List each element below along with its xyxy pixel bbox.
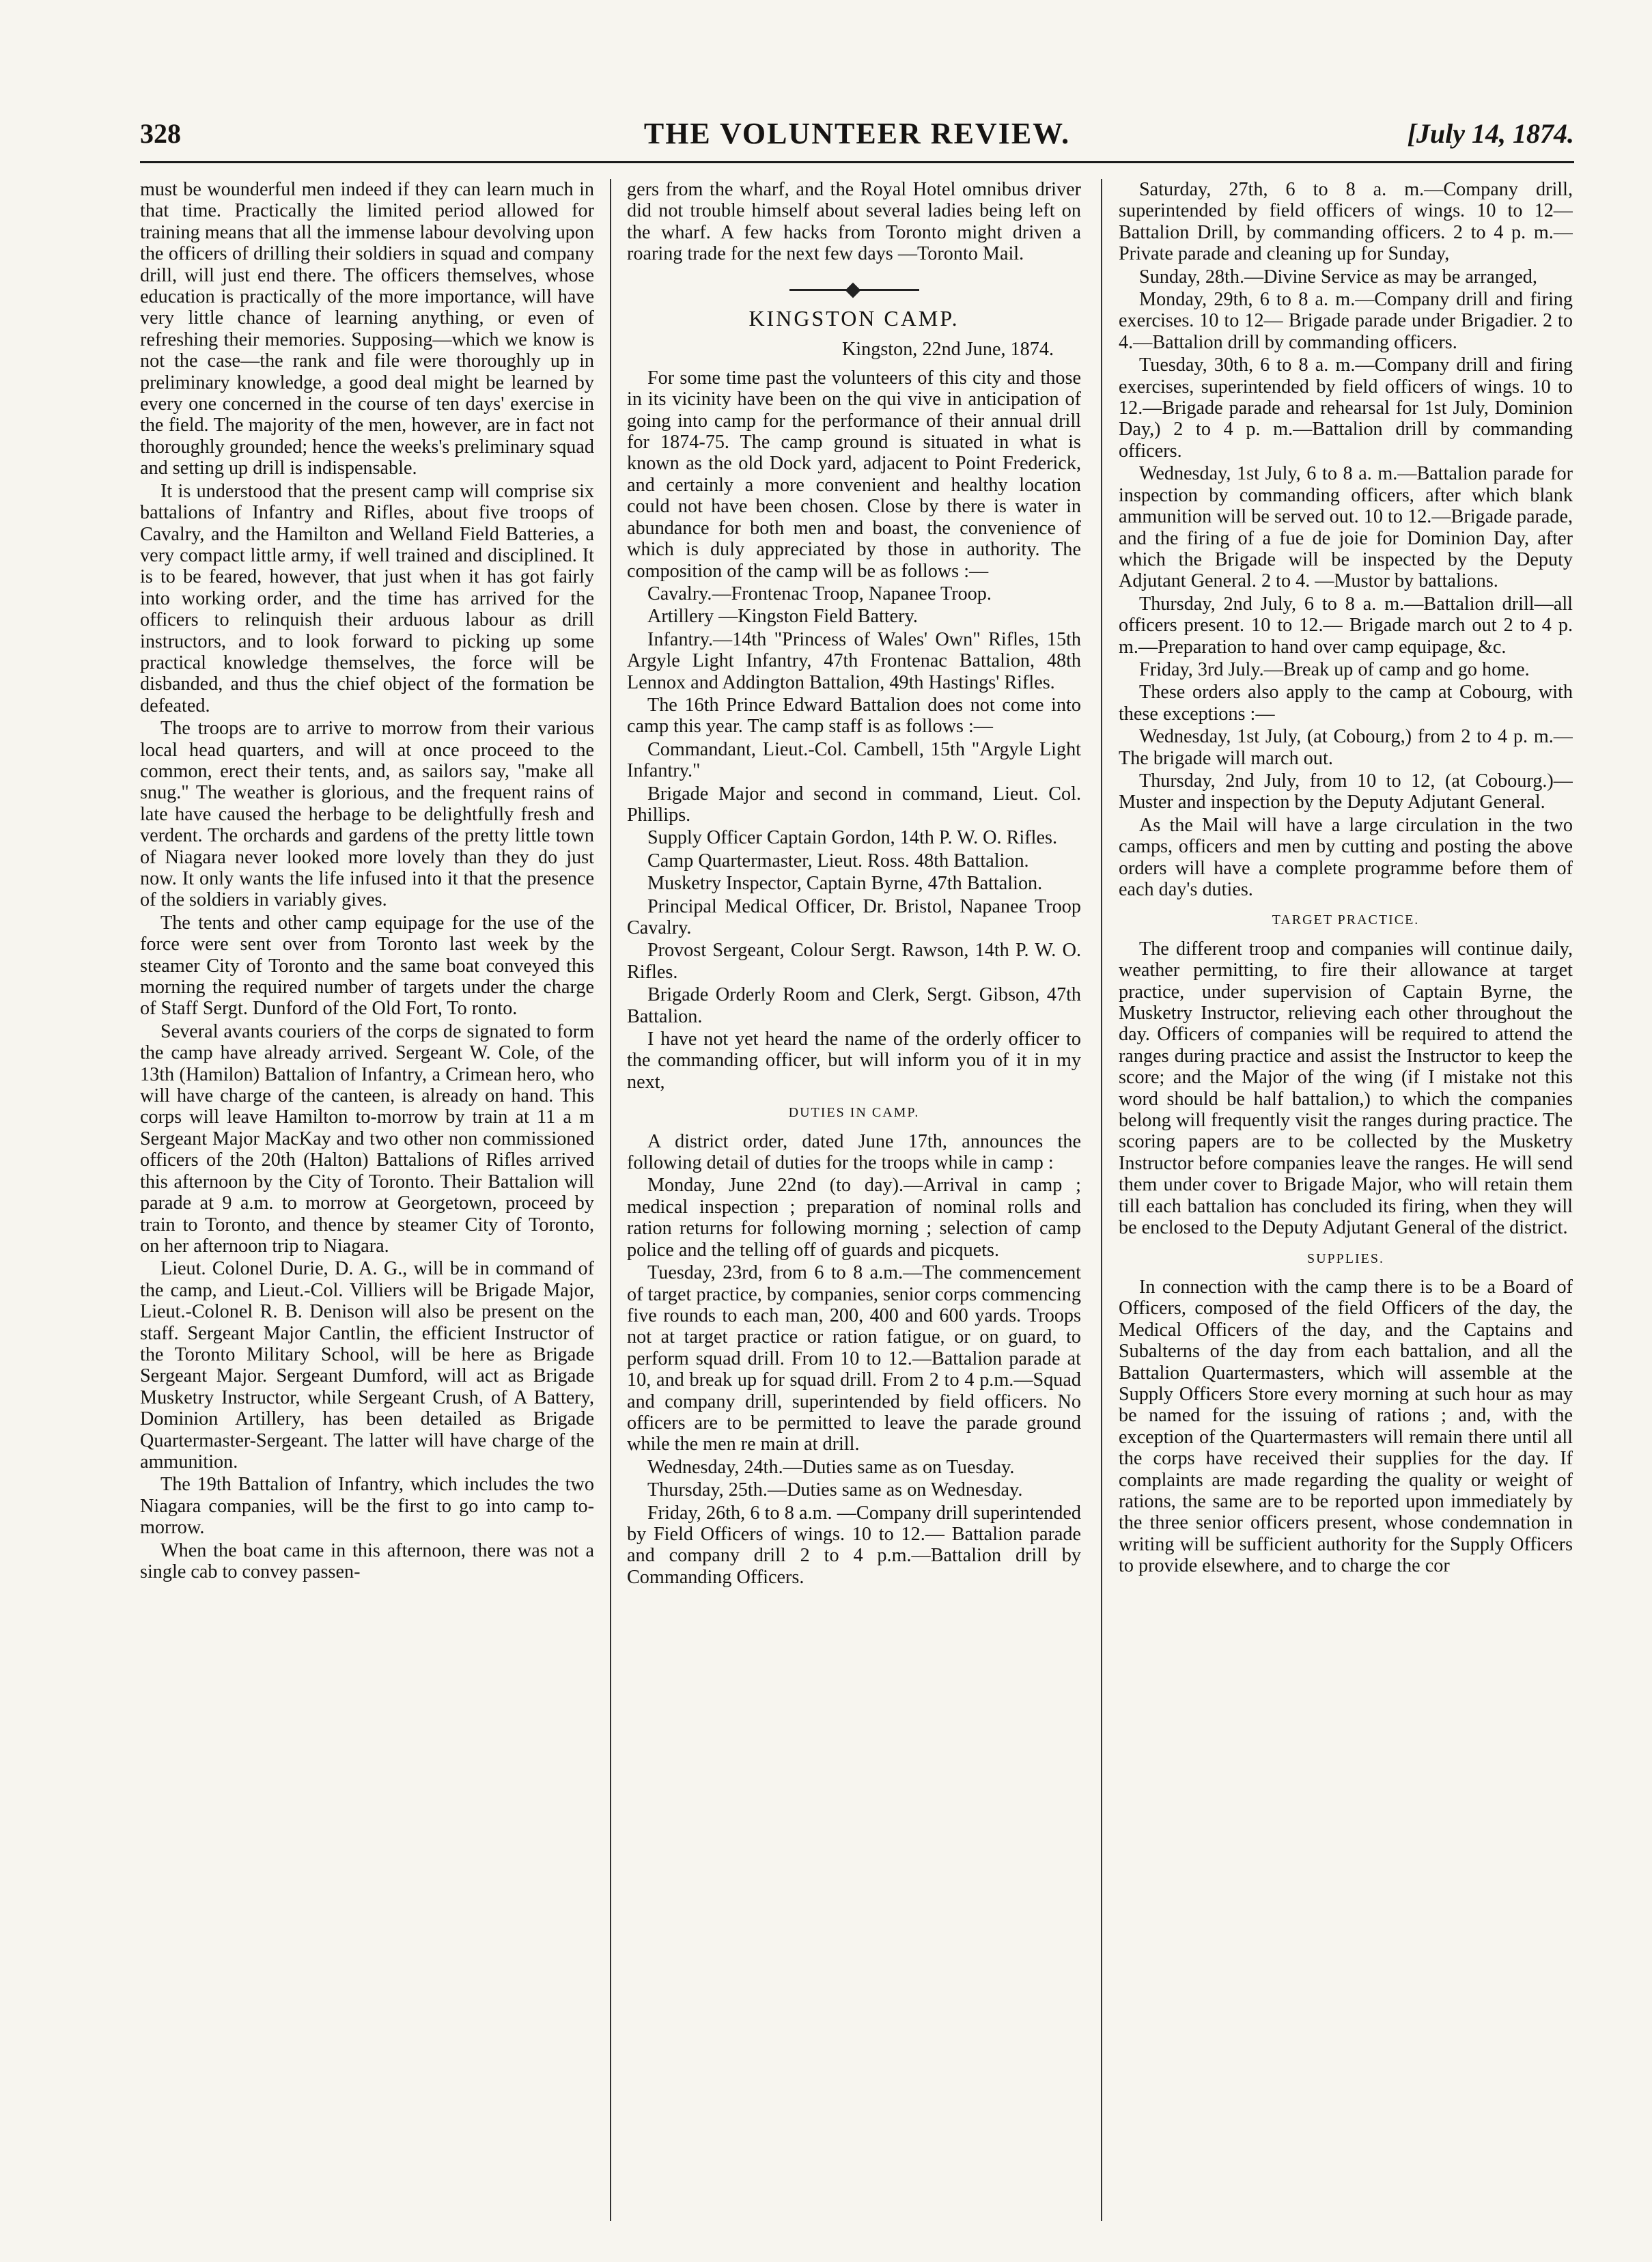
paragraph: Sunday, 28th.—Divine Service as may be arranged, xyxy=(1139,266,1537,288)
paragraph: The troops are to arrive to morrow from their various local head quarters, and will at once proceed to the common, erect their tents, and, as sailors say, "make all snug." The weather is glorious, and the frequent rains of late have caused the herbage to be delightfully fresh and verdent. The orchards and gardens of the pretty little town of Niagara never looked more lovely than they do just now. It only wants the life infused into it that the presence of the soldiers in variably gives. xyxy=(140,718,594,911)
paragraph: Brigade Orderly Room and Clerk, Sergt. Gibson, 47th Battalion. xyxy=(627,984,1081,1027)
paragraph: must be wounderful men indeed if they can learn much in that time. Practically the limited period allowed for training means that all the immense labour devolving upon the officers of drilling their soldiers in squad and company drill, will just end there. The officers themselves, whose education is practically of the more importance, will have very little chance of learning anything, or even of refreshing their memories. Supposing—which we know is not the case—the rank and file were thoroughly up in preliminary knowledge, a good deal might be learned by every one concerned in the course of ten days' exercise in the field. The majority of the men, however, are in fact not thoroughly grounded; hence the weeks's preliminary squad and setting up drill is indispensable. xyxy=(140,179,594,479)
paragraph: Supply Officer Captain Gordon, 14th P. W. O. Rifles. xyxy=(647,827,1057,849)
paragraph: Several avants couriers of the corps de signated to form the camp have already arrived. Sergeant W. Cole, of the 13th (Hamilon) Battalion of Infantry, a Crimean hero, who will have charge of the canteen, is already on hand. This corps will leave Hamilton to-morrow by train at 11 a m Sergeant Major MacKay and two other non commissioned officers of the 20th (Halton) Battalions of Rifles arrived this afternoon by the City of Toronto. Their Battalion will parade at 9 a.m. to morrow at Georgetown, proceed by train to Toronto, and thence by steamer City of Toronto, on her afternoon trip to Niagara. xyxy=(140,1020,594,1257)
paragraph: In connection with the camp there is to be a Board of Officers, composed of the field Officers of the day, the Medical Officers of the day, and the Captains and Subalterns of the day from each battalion, and all the Battalion Quartermasters, which will assemble at the Supply Officers Store every morning at such hour as may be named for the issuing of rations ; and, with the exception of the Quartermasters will remain there until all the corps have received their supplies for the day. If complaints are made regarding the quality or weight of rations, the same are to be reported upon immediately by the three senior officers present, whose condemnation in writing will be sufficient authority for the Supply Officers to provide elsewhere, and to charge the cor xyxy=(1119,1276,1573,1577)
paragraph: Artillery —Kingston Field Battery. xyxy=(647,606,918,628)
paragraph: Tuesday, 23rd, from 6 to 8 a.m.—The commencement of target practice, by companies, senior corps commencing five rounds to each man, 200, 400 and 600 yards. Troops not at target practice or ration fatigue, or on guard, to perform squad drill. From 10 to 12.—Battalion parade at 10, and break up for squad drill. From 2 to 4 p.m.—Squad and company drill, superintended by field officers. No officers are to be permitted to leave the parade ground while the men re main at drill. xyxy=(627,1262,1081,1455)
paragraph: Monday, June 22nd (to day).—Arrival in camp ; medical inspection ; preparation of nominal rolls and ration returns for following morning ; selection of camp police and the telling off of guards and picquets. xyxy=(627,1175,1081,1261)
paragraph: Friday, 3rd July.—Break up of camp and go home. xyxy=(1139,658,1530,680)
section-divider xyxy=(627,275,1081,296)
newspaper-title: THE VOLUNTEER REVIEW. xyxy=(643,117,1071,150)
paragraph: Musketry Inspector, Captain Byrne, 47th Battalion. xyxy=(647,873,1043,895)
paragraph: The 16th Prince Edward Battalion does not come into camp this year. The camp staff is as follows :— xyxy=(627,694,1081,738)
paragraph: The different troop and companies will continue daily, weather permitting, to fire their allowance at target practice, under supervision of Captain Byrne, the Musketry Instructor, relieving each other throughout the day. Officers of companies will be required to attend the ranges during practice and assist the Instructor to keep the score; and the Major of the wing (if I mistake not this word should be half battalion,) to which the companies belong will frequently visit the ranges during practice. The scoring papers are to be collected by the Musketry Instructor before companies leave the ranges. He will send them under cover to Brigade Major, who will retain them till each battalion has concluded its firing, when they will be enclosed to the Deputy Adjutant General of the district. xyxy=(1119,938,1573,1239)
paragraph: Wednesday, 24th.—Duties same as on Tuesday. xyxy=(647,1456,1015,1478)
paragraph: Provost Sergeant, Colour Sergt. Rawson, 14th P. W. O. Rifles. xyxy=(627,940,1081,983)
section-subheading: SUPPLIES. xyxy=(1306,1251,1385,1266)
paragraph: Cavalry.—Frontenac Troop, Napanee Troop. xyxy=(647,583,992,604)
paragraph: Brigade Major and second in command, Lieut. Col. Phillips. xyxy=(627,783,1081,826)
section-subheading: DUTIES IN CAMP. xyxy=(788,1105,920,1121)
section-subheading: TARGET PRACTICE. xyxy=(1272,912,1420,928)
paragraph: When the boat came in this afternoon, there was not a single cab to convey passen- xyxy=(140,1539,594,1582)
paragraph: Commandant, Lieut.-Col. Cambell, 15th "Argyle Light Infantry." xyxy=(627,738,1081,782)
paragraph: Principal Medical Officer, Dr. Bristol, Napanee Troop Cavalry. xyxy=(627,895,1081,938)
paragraph: The 19th Battalion of Infantry, which includes the two Niagara companies, will be the first to go into camp to-morrow. xyxy=(140,1474,594,1539)
paragraph: Tuesday, 30th, 6 to 8 a. m.—Company drill and firing exercises, superintended by field officers of wings. 10 to 12.—Brigade parade and rehearsal for 1st July, Dominion Day,) 2 to 4 p. m.—Battalion drill by commanding officers. xyxy=(1119,354,1573,462)
paragraph: gers from the wharf, and the Royal Hotel omnibus driver did not trouble himself about several ladies being left on the wharf. A few hacks from Toronto might driven a roaring trade for the next few days —Toronto Mail. xyxy=(627,179,1081,265)
paragraph: Infantry.—14th "Princess of Wales' Own" Rifles, 15th Argyle Light Infantry, 47th Frontenac Battalion, 48th Lennox and Addington Battalion, 49th Hastings' Rifles. xyxy=(627,628,1081,693)
paragraph: Thursday, 25th.—Duties same as on Wednesday. xyxy=(647,1479,1023,1501)
column-right xyxy=(1119,179,1573,2221)
paragraph: Thursday, 2nd July, from 10 to 12, (at Cobourg.)—Muster and inspection by the Deputy Adjutant General. xyxy=(1119,770,1573,813)
paragraph: Saturday, 27th, 6 to 8 a. m.—Company drill, superintended by field officers of wings. 10 to 12—Battalion Drill, by commanding officers. 2 to 4 p. m.—Private parade and cleaning up for Sunday, xyxy=(1119,179,1573,265)
column-left xyxy=(140,179,594,2221)
article-dateline: Kingston, 22nd June, 1874. xyxy=(841,339,1054,361)
paragraph: Friday, 26th, 6 to 8 a.m. —Company drill superintended by Field Officers of wings. 10 to 12.— Battalion parade and company drill 2 to 4 p.m.—Battalion drill by Commanding Officers. xyxy=(627,1502,1081,1588)
paragraph: Monday, 29th, 6 to 8 a. m.—Company drill and firing exercises. 10 to 12— Brigade parade under Brigadier. 2 to 4.—Battalion drill by commanding officers. xyxy=(1119,289,1573,353)
paragraph: It is understood that the present camp will comprise six battalions of Infantry and Rifles, about five troops of Cavalry, and the Hamilton and Welland Field Batteries, a very compact little army, if well trained and disciplined. It is to be feared, however, that just when it has got fairly into working order, and the time has arrived for the officers to relinquish their arduous labour as drill instructors, and to look forward to picking up some practical knowledge themselves, the force will be disbanded, and thus the chief object of the formation be defeated. xyxy=(140,480,594,716)
column-rule xyxy=(610,179,611,2221)
paragraph: Camp Quartermaster, Lieut. Ross. 48th Battalion. xyxy=(647,850,1029,871)
issue-date: [July 14, 1874. xyxy=(1407,118,1574,149)
paragraph: Lieut. Colonel Durie, D. A. G., will be in command of the camp, and Lieut.-Col. Villiers will be Brigade Major, Lieut.-Colonel R. B. Denison will also be present on the staff. Sergeant Major Cantlin, the efficient Instructor of the Toronto Military School, will be here as Brigade Sergeant Major. Sergeant Dumford, will act as Brigade Musketry Instructor, while Sergeant Crush, of A Battery, Dominion Artillery, has been detailed as Brigade Quartermaster-Sergeant. The latter will have charge of the ammunition. xyxy=(140,1258,594,1472)
paragraph: Wednesday, 1st July, 6 to 8 a. m.—Battalion parade for inspection by commanding officers, after which blank ammunition will be served out. 10 to 12.—Brigade parade, and the firing of a fue de joie for Dominion Day, after which the Brigade will be inspected by the Deputy Adjutant General. 2 to 4. —Mustor by battalions. xyxy=(1119,463,1573,592)
column-middle xyxy=(627,179,1081,2221)
paragraph: I have not yet heard the name of the orderly officer to the commanding officer, but will inform you of it in my next, xyxy=(627,1029,1081,1093)
page-header xyxy=(140,113,1574,163)
column-rule xyxy=(1101,179,1102,2221)
paragraph: A district order, dated June 17th, announces the following detail of duties for the troops while in camp : xyxy=(627,1130,1081,1174)
paragraph: As the Mail will have a large circulation in the two camps, officers and men by cutting and posting the above orders will have a complete programme before them of each day's duties. xyxy=(1119,814,1573,900)
paragraph: The tents and other camp equipage for the use of the force were sent over from Toronto last week by the steamer City of Toronto and the same boat conveyed this morning the required number of targets under the charge of Staff Sergt. Dunford of the Old Fort, To ronto. xyxy=(140,912,594,1020)
paragraph: Thursday, 2nd July, 6 to 8 a. m.—Battalion drill—all officers present. 10 to 12.— Brigade march out 2 to 4 p. m.—Preparation to hand over camp equipage, &c. xyxy=(1119,593,1573,658)
article-heading: KINGSTON CAMP. xyxy=(748,306,960,331)
paragraph: These orders also apply to the camp at Cobourg, with these exceptions :— xyxy=(1119,682,1573,725)
paragraph: Wednesday, 1st July, (at Cobourg,) from 2 to 4 p. m.—The brigade will march out. xyxy=(1119,726,1573,769)
paragraph: For some time past the volunteers of this city and those in its vicinity have been on the qui vive in anticipation of going into camp for the performance of their annual drill for 1874-75. The camp ground is situated in what is known as the old Dock yard, adjacent to Point Frederick, and certainly a more convenient and healthy location could not have been chosen. Close by there is water in abundance for both men and boast, the convenience of which is duly appreciated by those in authority. The composition of the camp will be as follows :— xyxy=(627,367,1081,582)
page-number: 328 xyxy=(140,118,181,149)
